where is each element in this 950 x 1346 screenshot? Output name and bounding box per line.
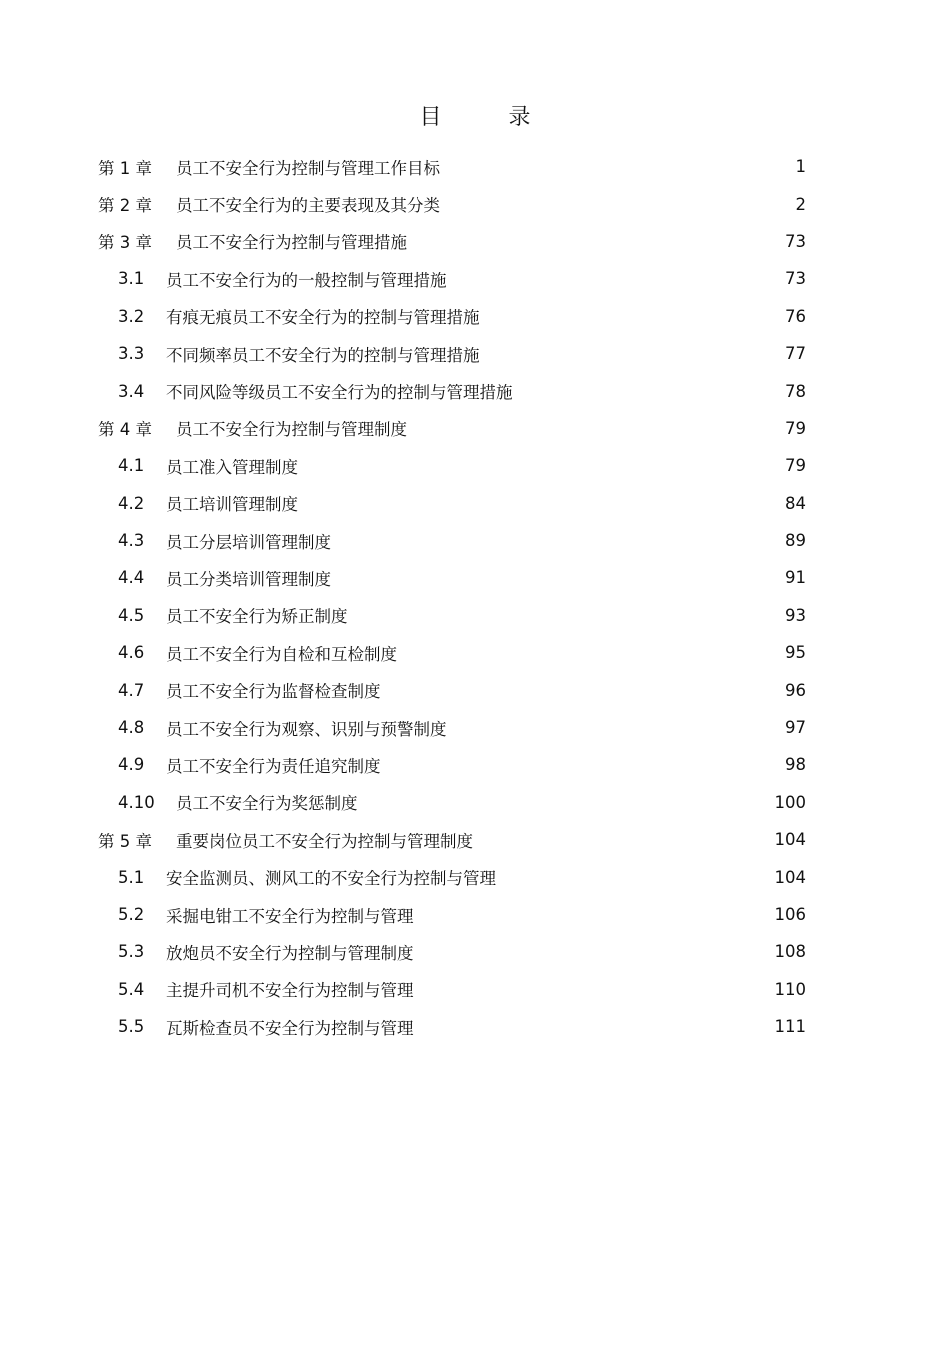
toc-entry[interactable]	[98, 821, 806, 858]
toc-entry-page: 93	[785, 605, 806, 625]
toc-entry[interactable]	[98, 223, 806, 260]
toc-entry[interactable]	[98, 260, 806, 297]
toc-entry-page: 110	[774, 979, 806, 999]
toc-entry[interactable]	[98, 522, 806, 559]
toc-entry-number: 第 2 章	[98, 196, 152, 216]
toc-entry-page: 91	[785, 568, 806, 588]
toc-entry-page: 79	[785, 418, 806, 438]
toc-entry[interactable]	[98, 597, 806, 634]
toc-entry[interactable]	[98, 971, 806, 1008]
toc-entry-label: 员工不安全行为奖惩制度	[176, 794, 358, 814]
toc-entry-label: 员工分层培训管理制度	[166, 532, 331, 552]
toc-entry[interactable]	[98, 933, 806, 970]
toc-entry-number: 4.4	[118, 568, 145, 588]
toc-entry-number: 4.7	[118, 680, 145, 700]
toc-entry-page: 77	[785, 344, 806, 364]
toc-entry-number: 5.2	[118, 905, 145, 924]
toc-entry-label: 安全监测员、测风工的不安全行为控制与管理	[166, 869, 496, 889]
toc-entry-label: 不同风险等级员工不安全行为的控制与管理措施	[166, 383, 513, 403]
toc-entry-label: 员工准入管理制度	[166, 457, 298, 477]
toc-entry[interactable]	[98, 485, 806, 522]
toc-entry-label: 主提升司机不安全行为控制与管理	[166, 981, 414, 1001]
toc-entry[interactable]	[98, 671, 806, 708]
toc-entry-number: 第 1 章	[98, 158, 152, 178]
toc-entry-number: 4.2	[118, 493, 145, 513]
toc-entry-page: 104	[774, 867, 806, 887]
toc-entry-page: 84	[785, 493, 806, 513]
toc-entry-number: 4.1	[118, 456, 145, 476]
toc-entry[interactable]	[98, 784, 806, 821]
toc-entry-label: 不同频率员工不安全行为的控制与管理措施	[166, 345, 480, 365]
toc-entry[interactable]	[98, 410, 806, 447]
toc-entry-number: 第 3 章	[98, 233, 152, 253]
toc-entry[interactable]	[98, 559, 806, 596]
toc-entry-page: 76	[785, 306, 806, 326]
toc-entry-page: 2	[795, 194, 806, 214]
toc-entry-number: 5.3	[118, 942, 145, 962]
toc-entry-page: 96	[785, 680, 806, 700]
toc-entry-page: 78	[785, 381, 806, 401]
toc-entry-number: 5.4	[118, 979, 145, 999]
toc-entry-label: 放炮员不安全行为控制与管理制度	[166, 943, 414, 963]
toc-entry[interactable]	[98, 185, 806, 222]
toc-entry-label: 采掘电钳工不安全行为控制与管理	[166, 906, 414, 926]
toc-entry-page: 108	[774, 942, 806, 962]
toc-entry-label: 有痕无痕员工不安全行为的控制与管理措施	[166, 308, 480, 328]
toc-entry-number: 3.2	[118, 306, 145, 326]
toc-entry[interactable]	[98, 298, 806, 335]
toc-entry-page: 79	[785, 456, 806, 476]
toc-entry-number: 4.8	[118, 718, 145, 738]
toc-entry-label: 员工分类培训管理制度	[166, 569, 331, 589]
toc-entry[interactable]	[98, 634, 806, 671]
toc-list	[98, 148, 806, 1045]
toc-entry-number: 5.1	[118, 867, 145, 887]
toc-entry[interactable]	[98, 1008, 806, 1045]
toc-entry-label: 员工不安全行为控制与管理措施	[176, 233, 407, 253]
toc-entry-page: 106	[774, 905, 806, 924]
toc-entry-page: 98	[785, 755, 806, 775]
toc-entry-number: 5.5	[118, 1017, 145, 1037]
toc-entry-page: 1	[795, 157, 806, 177]
toc-entry[interactable]	[98, 372, 806, 409]
toc-entry-page: 73	[785, 269, 806, 289]
toc-entry[interactable]	[98, 148, 806, 185]
toc-entry-label: 员工培训管理制度	[166, 495, 298, 515]
toc-entry-number: 第 4 章	[98, 420, 152, 440]
toc-entry-number: 4.9	[118, 755, 145, 775]
toc-entry-number: 3.4	[118, 381, 145, 401]
toc-entry-number: 第 5 章	[98, 831, 152, 851]
toc-entry[interactable]	[98, 896, 806, 933]
toc-entry-label: 员工不安全行为监督检查制度	[166, 682, 381, 702]
toc-entry-label: 员工不安全行为责任追究制度	[166, 756, 381, 776]
toc-entry-number: 3.3	[118, 344, 145, 364]
toc-entry-page: 89	[785, 531, 806, 551]
toc-entry-label: 员工不安全行为的一般控制与管理措施	[166, 270, 447, 290]
toc-entry-label: 重要岗位员工不安全行为控制与管理制度	[176, 831, 473, 851]
toc-entry-page: 73	[785, 231, 806, 251]
toc-entry-label: 瓦斯检查员不安全行为控制与管理	[166, 1018, 414, 1038]
toc-entry[interactable]	[98, 858, 806, 895]
toc-entry-label: 员工不安全行为矫正制度	[166, 607, 348, 627]
toc-title: 目 录	[419, 105, 561, 130]
toc-entry-label: 员工不安全行为控制与管理工作目标	[176, 158, 440, 178]
toc-entry-label: 员工不安全行为观察、识别与预警制度	[166, 719, 447, 739]
toc-entry[interactable]	[98, 746, 806, 783]
toc-entry-page: 104	[774, 830, 806, 850]
toc-entry[interactable]	[98, 709, 806, 746]
toc-entry-page: 95	[785, 643, 806, 663]
toc-entry-label: 员工不安全行为控制与管理制度	[176, 420, 407, 440]
toc-entry[interactable]	[98, 335, 806, 372]
toc-entry[interactable]	[98, 447, 806, 484]
toc-entry-page: 100	[774, 792, 806, 812]
toc-entry-page: 111	[774, 1017, 806, 1037]
toc-entry-number: 4.6	[118, 643, 145, 663]
toc-entry-number: 4.10	[118, 792, 155, 812]
toc-entry-label: 员工不安全行为自检和互检制度	[166, 644, 397, 664]
toc-entry-page: 97	[785, 718, 806, 738]
toc-entry-label: 员工不安全行为的主要表现及其分类	[176, 196, 440, 216]
toc-entry-number: 4.3	[118, 531, 145, 551]
toc-entry-number: 4.5	[118, 605, 145, 625]
toc-entry-number: 3.1	[118, 269, 145, 289]
